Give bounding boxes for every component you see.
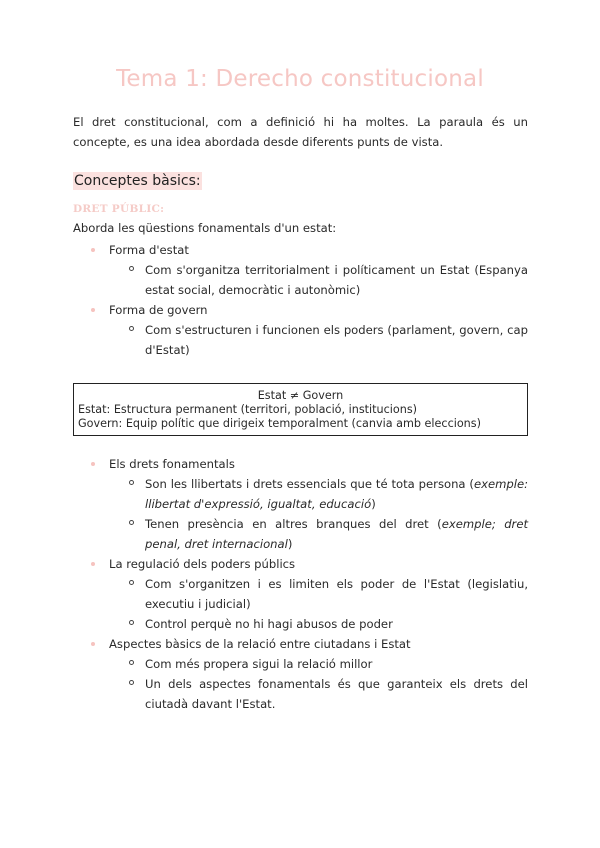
box-line: Estat: Estructura permanent (territori, població, institucions) — [78, 403, 418, 416]
sub-list-item: Com s'estructuren i funcionen els poders (parlament, govern, cap d'Estat) — [73, 320, 528, 360]
box-line: Govern: Equip polític que dirigeix temporalment (canvia amb eleccions) — [78, 417, 481, 430]
item-text-end: ) — [371, 497, 376, 511]
list-item: La regulació dels poders públics — [73, 554, 528, 574]
sub-list-item — [73, 514, 528, 554]
sub-list-item: Control perquè no hi hagi abusos de poder — [73, 614, 528, 634]
sub-list-item: Com s'organitza territorialment i políticament un Estat (Espanya estat social, democràtic i autonòmic) — [73, 260, 528, 300]
list-item: Forma d'estat — [73, 240, 528, 260]
list-item: Els drets fonamentals — [73, 454, 528, 474]
item-text: Tenen presència en altres branques del dret ( — [145, 517, 442, 531]
definition-box — [73, 383, 528, 436]
page-title: Tema 1: Derecho constitucional — [116, 66, 484, 92]
item-example: exemple; dret penal, dret internacional — [145, 517, 528, 551]
sub-list-item — [73, 474, 528, 514]
item-example: exemple: llibertat d'expressió, igualtat, educació — [145, 477, 528, 511]
lead-text: Aborda les qüestions fonamentals d'un estat: — [73, 221, 337, 235]
list-item: Aspectes bàsics de la relació entre ciutadans i Estat — [73, 634, 528, 654]
section-heading — [73, 173, 202, 189]
list-item: Forma de govern — [73, 300, 528, 320]
subheading: DRET PÚBLIC: — [73, 203, 165, 215]
sub-list-item: Com més propera sigui la relació millor — [73, 654, 528, 674]
intro-paragraph: El dret constitucional, com a definició hi ha moltes. La paraula és un concepte, es una idea abordada desde diferents punts de vista. — [73, 115, 528, 149]
box-title: Estat ≠ Govern — [257, 389, 344, 402]
section-heading-text: Conceptes bàsics: — [74, 173, 201, 189]
item-text: Son les llibertats i drets essencials que té tota persona ( — [145, 477, 474, 491]
sub-list-item: Un dels aspectes fonamentals és que garanteix els drets del ciutadà davant l'Estat. — [73, 674, 528, 714]
bullet-list-1 — [73, 240, 528, 360]
bullet-list-2 — [73, 454, 528, 714]
sub-list-item: Com s'organitzen i es limiten els poder de l'Estat (legislatiu, executiu i judicial) — [73, 574, 528, 614]
item-text-end: ) — [287, 537, 293, 551]
